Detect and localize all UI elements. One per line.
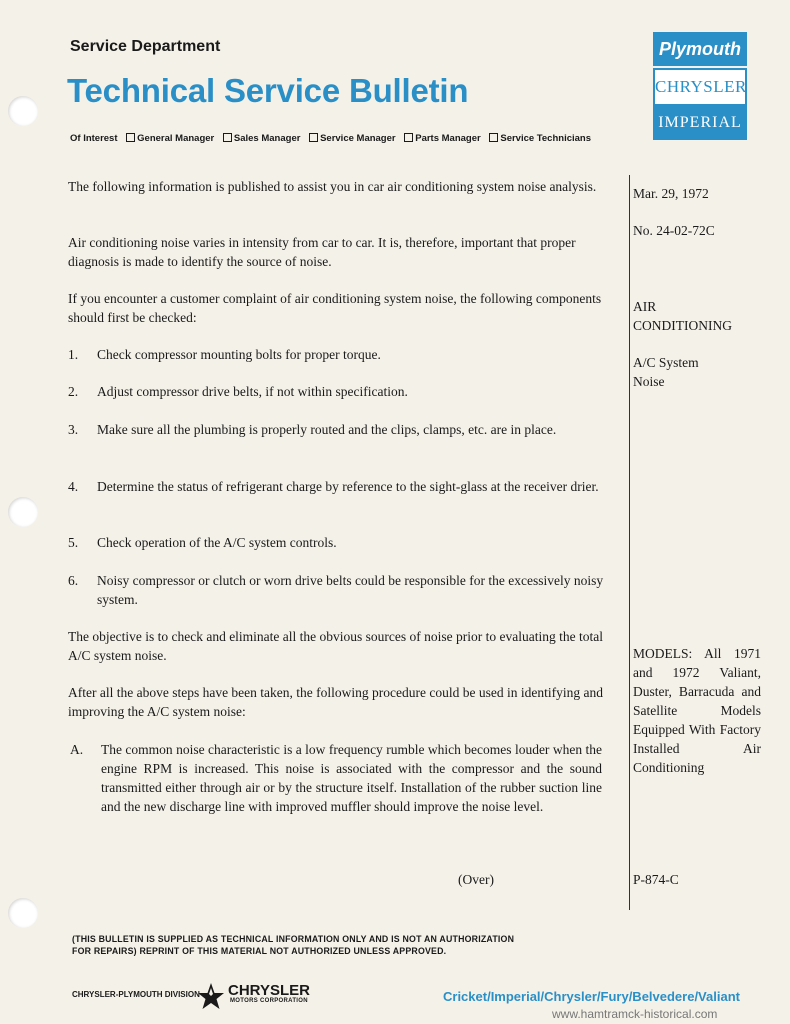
bulletin-title: Technical Service Bulletin: [67, 72, 469, 109]
checklist-item: [68, 345, 608, 364]
body-paragraph: [68, 289, 608, 327]
disclaimer-line: FOR REPAIRS) REPRINT OF THIS MATERIAL NOT AUTHORIZED UNLESS APPROVED.: [72, 946, 447, 956]
pentastar-icon: [197, 982, 225, 1010]
item-number: 6.: [68, 573, 79, 588]
over-note: (Over): [458, 872, 494, 887]
item-number: 1.: [68, 347, 79, 362]
checklist-item: [68, 477, 608, 496]
checkbox-icon: [404, 133, 413, 142]
publication-code: P-874-C: [633, 872, 679, 887]
procedure-intro-paragraph: After all the above steps have been taken, the following procedure could be used in identifying and improving the A/C system noise:: [68, 685, 603, 719]
item-number: 4.: [68, 479, 79, 494]
source-watermark: www.hamtramck-historical.com: [552, 1007, 718, 1021]
interest-label: Of Interest: [70, 133, 118, 144]
complaint-paragraph: If you encounter a customer complaint of air conditioning system noise, the following components should first be checked:: [68, 291, 602, 325]
bulletin-date: Mar. 29, 1972: [633, 186, 709, 201]
item-text: Make sure all the plumbing is properly routed and the clips, clamps, etc. are in place.: [97, 422, 557, 437]
item-text: Noisy compressor or clutch or worn drive belts could be responsible for the excessively noisy system.: [97, 573, 604, 607]
punch-hole-top: [8, 96, 38, 126]
interest-option: Sales Manager: [233, 133, 301, 144]
checklist-item: [68, 382, 608, 401]
item-number: 5.: [68, 535, 79, 550]
checkbox-icon: [126, 133, 135, 142]
punch-hole-middle: [8, 497, 38, 527]
procedure-item: [70, 740, 602, 816]
punch-hole-bottom: [8, 898, 38, 928]
body-paragraph: [68, 233, 608, 271]
noise-variation-paragraph: Air conditioning noise varies in intensity from car to car. It is, therefore, important that proper diagnosis is made to identify the source of noise.: [68, 235, 576, 269]
objective-paragraph: The objective is to check and eliminate all the obvious sources of noise prior to evaluating the total A/C system noise.: [68, 629, 603, 663]
bulletin-number: No. 24-02-72C: [633, 223, 715, 238]
interest-option: Parts Manager: [415, 133, 481, 144]
subject-main: AIR CONDITIONING: [633, 299, 732, 333]
division-name: CHRYSLER-PLYMOUTH DIVISION: [72, 990, 200, 999]
model-lineup: Cricket/Imperial/Chrysler/Fury/Belvedere/Valiant: [443, 989, 740, 1004]
item-text: Check operation of the A/C system controls.: [97, 535, 337, 550]
chrysler-corp-name: CHRYSLER: [228, 982, 310, 999]
models-applicability: MODELS: All 1971 and 1972 Valiant, Duster, Barracuda and Satellite Models Equipped With Factory Installed Air Conditioning: [633, 646, 761, 775]
bulletin-body: [68, 177, 608, 196]
item-text: Adjust compressor drive belts, if not within specification.: [97, 384, 408, 399]
disclaimer-line: (THIS BULLETIN IS SUPPLIED AS TECHNICAL INFORMATION ONLY AND IS NOT AN AUTHORIZATION: [72, 934, 515, 944]
interest-row: [70, 133, 591, 144]
checkbox-icon: [223, 133, 232, 142]
disclaimer: [72, 933, 514, 957]
item-number: 3.: [68, 422, 79, 437]
department-label: Service Department: [70, 38, 221, 55]
checklist-item: [68, 533, 608, 552]
item-text: The common noise characteristic is a low frequency rumble which becomes louder when the engine RPM is increased. This noise is associated with the compressor and the sound transmitted either through air or by the structure itself. Installation of the rubber suction line and the new discharge line with improved muffler should improve the noise level.: [101, 742, 602, 814]
interest-option: Service Technicians: [500, 133, 592, 144]
interest-option: Service Manager: [320, 133, 396, 144]
imperial-logo: IMPERIAL: [653, 106, 747, 140]
plymouth-logo: Plymouth: [653, 32, 747, 66]
checklist-item: [68, 420, 608, 439]
item-letter: A.: [70, 742, 84, 757]
item-text: Determine the status of refrigerant charge by reference to the sight-glass at the receiver drier.: [97, 479, 599, 494]
chrysler-logo: CHRYSLER: [653, 68, 747, 106]
checklist-item: [68, 571, 608, 609]
column-divider: [629, 175, 630, 910]
item-number: 2.: [68, 384, 79, 399]
checkbox-icon: [309, 133, 318, 142]
body-paragraph: [68, 627, 608, 665]
interest-option: General Manager: [137, 133, 215, 144]
intro-paragraph: The following information is published to assist you in car air conditioning system noise analysis.: [68, 179, 597, 194]
body-paragraph: [68, 683, 608, 721]
item-text: Check compressor mounting bolts for proper torque.: [97, 347, 381, 362]
checkbox-icon: [489, 133, 498, 142]
subject-sub: A/C System Noise: [633, 355, 699, 389]
chrysler-corp-sub: MOTORS CORPORATION: [230, 998, 308, 1004]
